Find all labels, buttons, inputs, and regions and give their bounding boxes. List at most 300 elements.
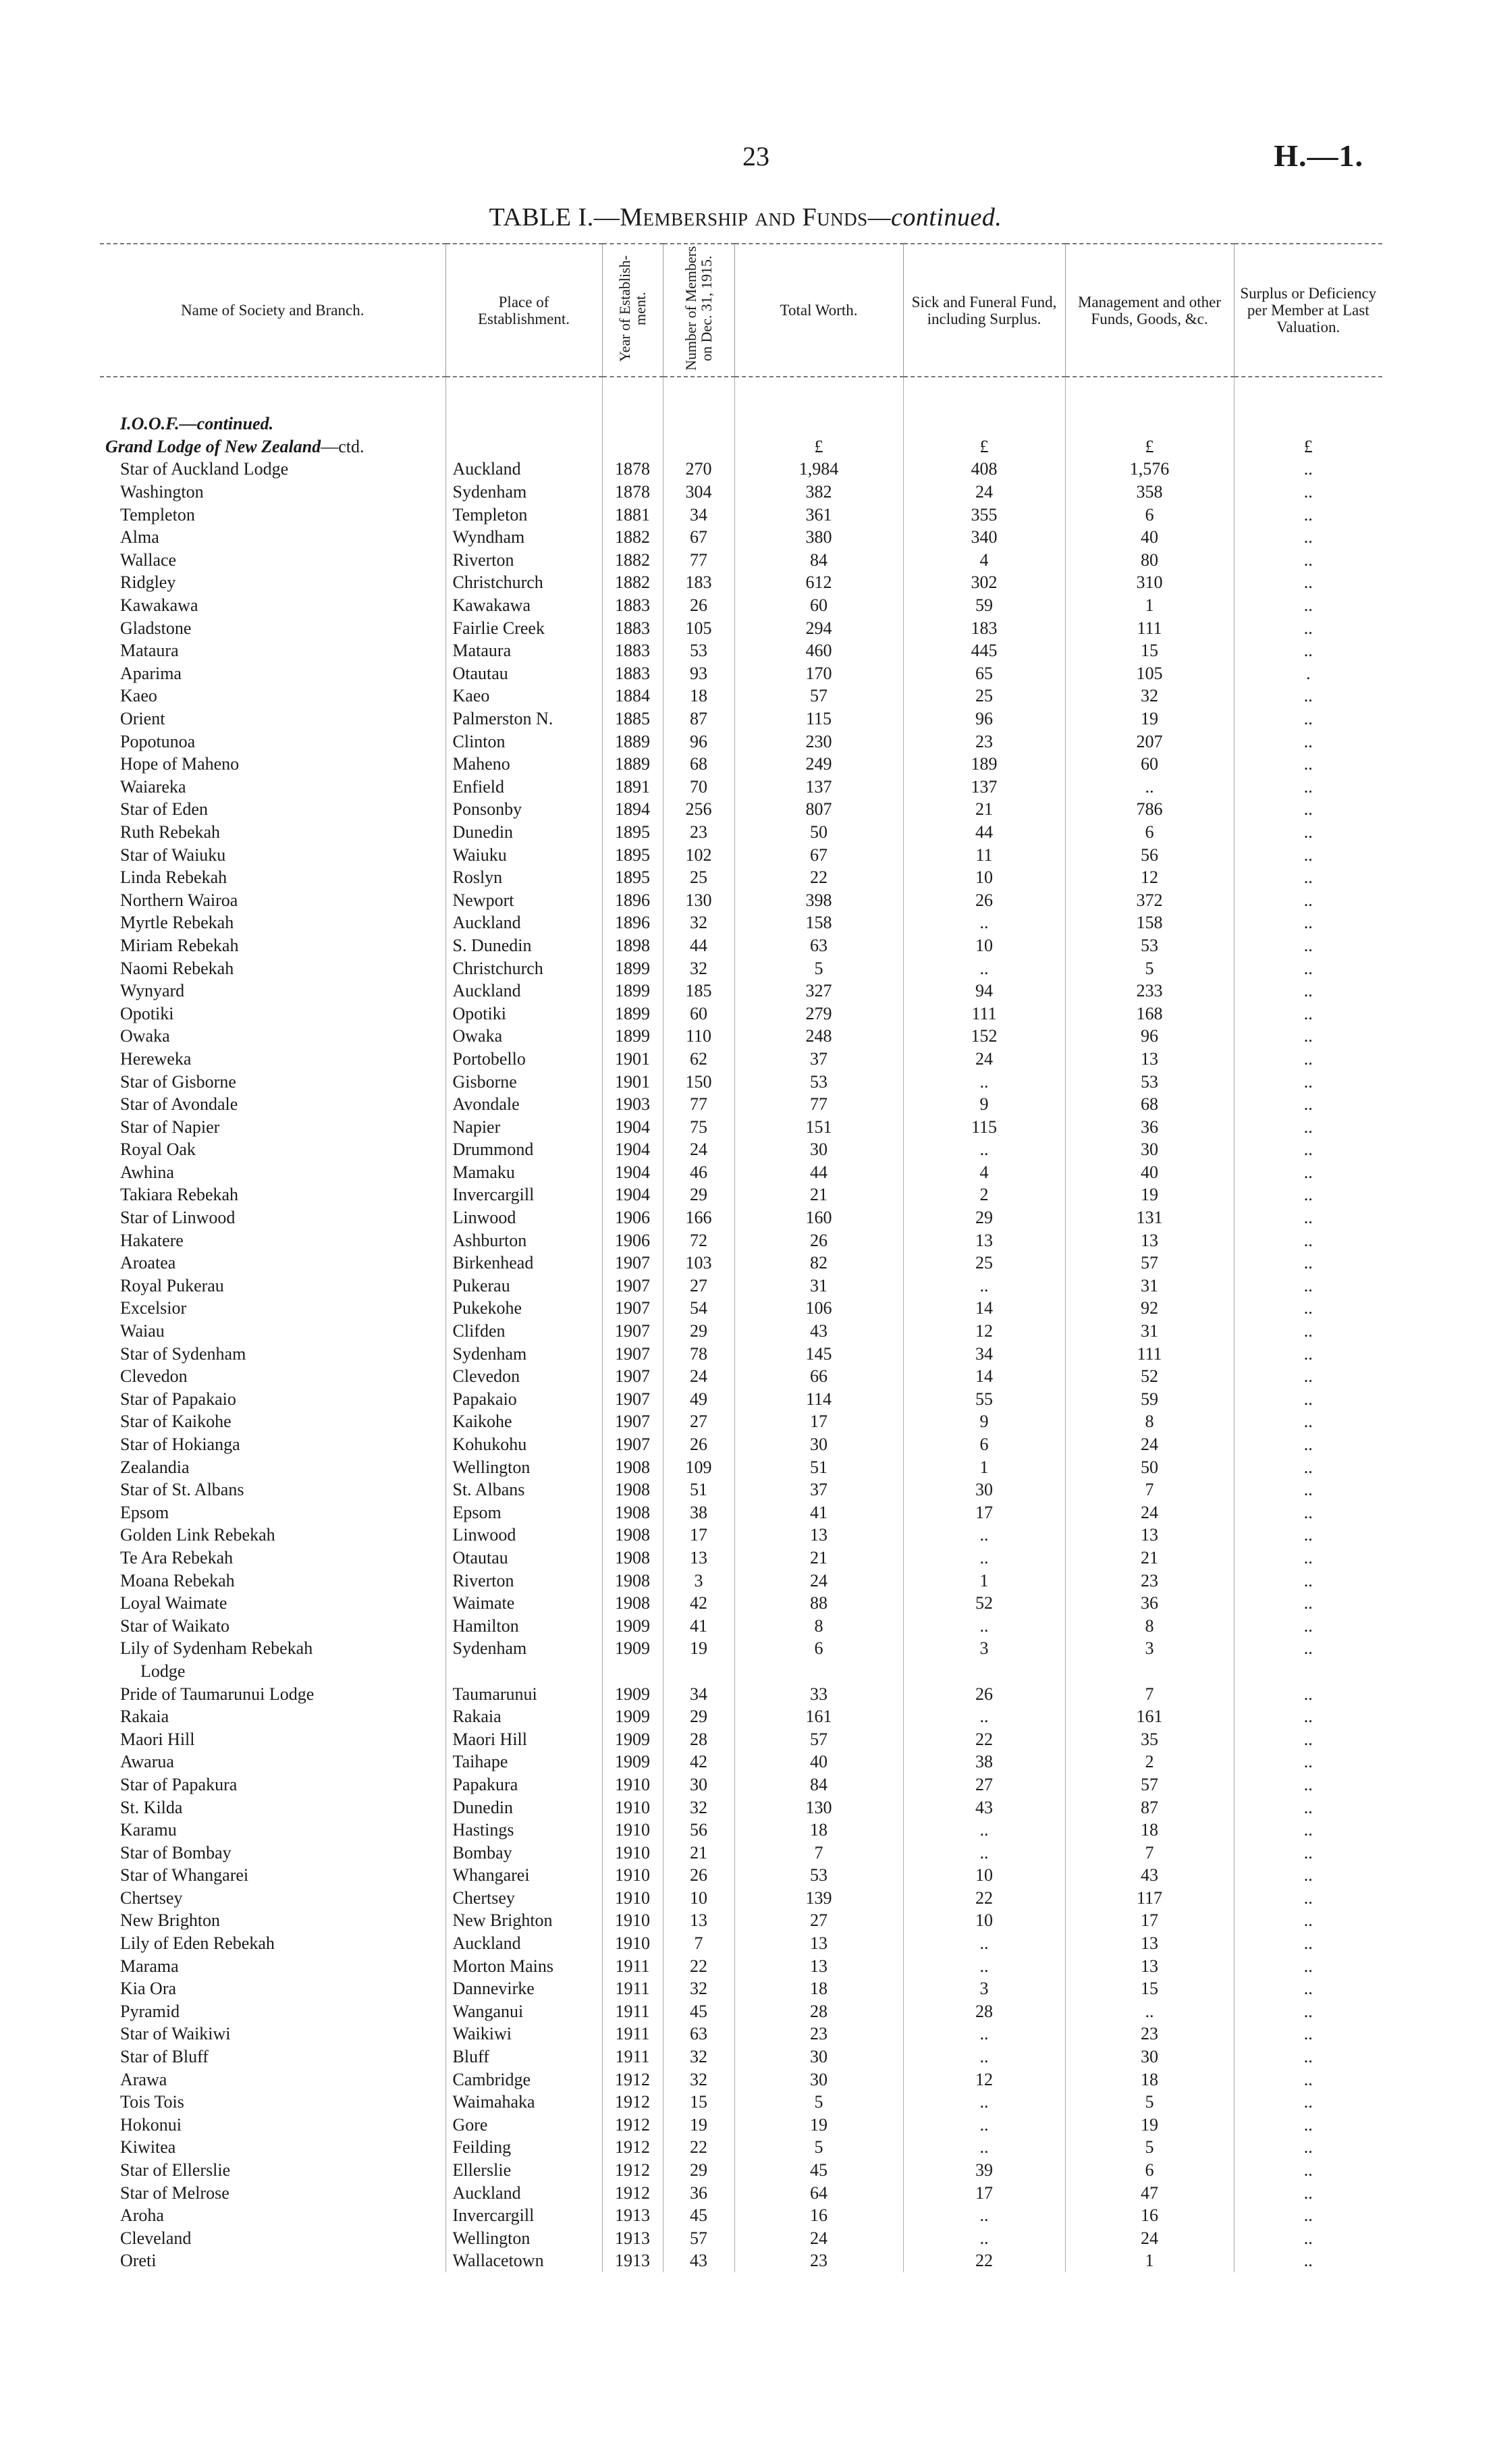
table-row [100,2227,1382,2250]
cell-place [445,1093,602,1116]
sick-value: .. [979,2228,989,2248]
cell-worth [734,798,903,821]
sick-value: 10 [975,935,993,955]
place-value: St. Albans [452,1480,525,1500]
cell-members [663,1954,734,1977]
cell-place [445,1773,602,1796]
cell-mgmt [1065,1093,1234,1116]
year-value: 1908 [615,1570,650,1590]
members-value: 54 [690,1298,707,1318]
cell-year [602,1864,663,1887]
table-row [100,980,1382,1002]
name-value: Chertsey [120,1887,183,1908]
cell-members [663,1252,734,1275]
cell-members [663,1569,734,1592]
cell-mgmt [1065,1275,1234,1297]
cell-mgmt [1065,1614,1234,1637]
cell-sick [903,1569,1065,1592]
surplus-value: .. [1303,1615,1313,1636]
mgmt-value: 372 [1136,890,1163,910]
surplus-value: .. [1303,2069,1313,2089]
cell-year [602,2000,663,2023]
cell-place [445,957,602,980]
document-reference: H.—1. [1274,138,1363,173]
sick-value: .. [979,1547,989,1568]
members-value: 34 [690,1684,707,1704]
place-value: Wellington [452,1457,531,1477]
name-value: Wallace [120,550,177,570]
cell-surplus [1234,1977,1382,2000]
cell-worth [734,2091,903,2114]
mgmt-value: 23 [1141,1570,1158,1590]
sick-value: .. [979,1275,989,1295]
place-value: Clevedon [452,1366,520,1387]
surplus-value: .. [1303,595,1313,616]
members-value: 183 [685,572,712,593]
year-value: 1907 [615,1321,650,1341]
mgmt-value: 13 [1141,1525,1158,1545]
mgmt-value: 111 [1137,1343,1162,1364]
mgmt-value: 105 [1136,663,1163,683]
cell-worth [734,1455,903,1478]
cell-surplus [1234,821,1382,844]
cell-sick [903,1002,1065,1025]
year-value: 1908 [615,1480,650,1500]
cell-place [445,1025,602,1048]
cell-members [663,730,734,753]
cell-mgmt [1065,1932,1234,1955]
table-row [100,1841,1382,1864]
cell-place [445,707,602,730]
cell-worth [734,1773,903,1796]
year-value: 1907 [615,1253,650,1273]
cell-name [100,594,445,617]
cell-place [445,1320,602,1343]
cell-name [100,2227,445,2250]
surplus-value: .. [1303,1684,1313,1704]
worth-value: 23 [810,2251,828,2271]
year-value: 1910 [615,1842,650,1863]
year-value: 1883 [615,641,650,661]
cell-worth [734,1819,903,1842]
surplus-value: .. [1303,913,1313,933]
cell-mgmt [1065,2204,1234,2227]
cell-mgmt [1065,503,1234,526]
cell-members [663,866,734,889]
members-value: 26 [690,595,707,616]
worth-value: 44 [810,1162,828,1182]
name-value: Hope of Maheno [120,754,240,774]
place-value: Hastings [452,1820,514,1840]
cell-mgmt [1065,1410,1234,1433]
surplus-value: . [1306,663,1311,683]
members-value: 24 [690,1366,707,1387]
name-value: Star of Whangarei [120,1865,249,1885]
members-value: 67 [690,527,707,547]
cell-name [100,1093,445,1116]
surplus-value: .. [1303,2047,1313,2067]
cell-sick [903,685,1065,707]
cell-members [663,2136,734,2159]
table-row [100,1524,1382,1547]
cell-members [663,798,734,821]
cell-year [602,2114,663,2137]
cell-worth [734,662,903,685]
cell-name [100,2023,445,2045]
cell-worth [734,1796,903,1819]
cell-mgmt [1065,2068,1234,2091]
cell-year [602,616,663,639]
cell-members [663,980,734,1002]
place-value: Wanganui [452,2001,524,2021]
cell-year [602,1455,663,1478]
cell-name [100,957,445,980]
year-value: 1894 [615,799,650,820]
year-value: 1907 [615,1298,650,1318]
place-value: Otautau [452,1547,508,1568]
cell-place [445,888,602,911]
year-value: 1911 [615,1956,650,1976]
cell-worth [734,911,903,934]
worth-value: 63 [810,935,828,955]
place-value: Sydenham [452,1638,527,1659]
year-value: 1895 [615,845,650,865]
cell-year [602,888,663,911]
mgmt-value: 7 [1145,1842,1154,1863]
place-value: Morton Mains [452,1956,553,1976]
worth-value: 57 [810,1729,828,1749]
cell-year [602,1183,663,1206]
cell-year [602,2181,663,2204]
year-value: 1912 [615,2069,650,2089]
cell-members [663,776,734,799]
sick-value: 445 [971,641,998,661]
worth-value: 41 [810,1502,828,1522]
sick-value: 340 [971,527,998,547]
table-row [100,1864,1382,1887]
cell-mgmt [1065,1864,1234,1887]
members-value: 166 [685,1208,712,1228]
surplus-value: .. [1303,1094,1313,1115]
cell-sick [903,821,1065,844]
cell-year [602,2023,663,2045]
cell-worth [734,2045,903,2068]
table-row [100,1660,1382,1683]
place-value: Wellington [452,2228,531,2248]
cell-worth [734,1614,903,1637]
cell-sick [903,911,1065,934]
cell-worth [734,776,903,799]
cell-surplus [1234,1252,1382,1275]
members-value: 51 [690,1480,707,1500]
cell-members [663,1705,734,1728]
sick-value: 3 [979,1638,989,1659]
year-value: 1909 [615,1615,650,1636]
year-value: 1909 [615,1752,650,1772]
place-value: Enfield [452,776,505,797]
cell-surplus [1234,1388,1382,1411]
cell-worth [734,1909,903,1932]
cell-mgmt [1065,1501,1234,1524]
year-value: 1907 [615,1343,650,1364]
cell-worth [734,1501,903,1524]
sick-value: 28 [975,2001,993,2021]
name-value: Lily of Sydenham Rebekah [120,1638,313,1659]
surplus-value: .. [1303,2137,1313,2158]
surplus-value: .. [1303,1956,1313,1976]
members-value: 13 [690,1910,707,1931]
name-value: Star of Waikiwi [120,2024,231,2044]
members-value: 45 [690,2001,707,2021]
mgmt-value: 3 [1145,1638,1154,1659]
cell-surplus [1234,571,1382,594]
place-value: Kawakawa [452,595,531,616]
cell-worth [734,1864,903,1887]
members-value: 32 [690,2069,707,2089]
surplus-value: .. [1303,2092,1313,2112]
worth-value: 5 [814,2092,823,2112]
cell-place [445,2023,602,2045]
cell-surplus [1234,888,1382,911]
cell-name [100,1750,445,1773]
cell-surplus [1234,2114,1382,2137]
cell-place [445,1932,602,1955]
mgmt-value: 207 [1136,731,1163,751]
members-value: 10 [690,1887,707,1908]
cell-members [663,843,734,866]
cell-year [602,753,663,776]
place-value: Kaikohe [452,1412,512,1432]
members-value: 49 [690,1389,707,1409]
cell-place [445,1660,602,1683]
cell-name [100,888,445,911]
place-value: New Brighton [452,1910,553,1931]
worth-value: 18 [810,1820,828,1840]
cell-surplus [1234,1660,1382,1683]
sick-value: 38 [975,1752,993,1772]
cell-year [602,549,663,572]
sick-value: 65 [975,663,993,683]
cell-worth [734,1478,903,1501]
cell-year [602,1320,663,1343]
surplus-value: .. [1303,482,1313,502]
table-row [100,616,1382,639]
members-value: 150 [685,1071,712,1092]
cell-name [100,911,445,934]
surplus-value: .. [1303,799,1313,820]
table-row [100,1932,1382,1955]
cell-mgmt [1065,957,1234,980]
cell-surplus [1234,2181,1382,2204]
surplus-value: .. [1303,550,1313,570]
cell-surplus [1234,2159,1382,2182]
name-value: Opotiki [120,1003,174,1023]
surplus-value: .. [1303,1321,1313,1341]
mgmt-value: 18 [1141,1820,1158,1840]
table-row [100,2136,1382,2159]
table-row [100,2068,1382,2091]
cell-sick [903,1614,1065,1637]
year-value: 1912 [615,2092,650,2112]
members-value: 46 [690,1162,707,1182]
place-value: Waimate [452,1593,515,1613]
table-row [100,1161,1382,1184]
name-value: Kiwitea [120,2137,176,2158]
mgmt-value: 158 [1136,913,1163,933]
currency-surplus: £ [1234,435,1382,458]
members-value: 304 [685,482,712,502]
cell-name [100,1682,445,1705]
year-value: 1908 [615,1547,650,1568]
cell-place [445,1569,602,1592]
cell-surplus [1234,1501,1382,1524]
year-value: 1909 [615,1729,650,1749]
mgmt-value: 15 [1141,1979,1158,1999]
cell-year [602,1682,663,1705]
members-value: 32 [690,913,707,933]
surplus-value: .. [1303,1887,1313,1908]
cell-members [663,888,734,911]
place-value: Roslyn [452,867,503,888]
cell-mgmt [1065,2114,1234,2137]
cell-mgmt [1065,1728,1234,1750]
membership-funds-table [100,243,1382,2272]
mgmt-value: 32 [1141,686,1158,706]
table-row [100,1750,1382,1773]
cell-surplus [1234,1478,1382,1501]
year-value: 1908 [615,1502,650,1522]
name-value: Miriam Rebekah [120,935,239,955]
place-value: Riverton [452,1570,514,1590]
cell-place [445,1342,602,1365]
cell-name [100,1660,445,1683]
table-row [100,1410,1382,1433]
year-value: 1908 [615,1593,650,1613]
worth-value: 33 [810,1684,828,1704]
cell-name [100,1796,445,1819]
cell-mgmt [1065,798,1234,821]
name-value: Star of Auckland Lodge [120,459,289,479]
cell-year [602,1093,663,1116]
cell-year [602,1342,663,1365]
surplus-value: .. [1303,572,1313,593]
place-value: Hamilton [452,1615,519,1636]
worth-value: 807 [805,799,832,820]
cell-mgmt [1065,1320,1234,1343]
cell-year [602,1887,663,1910]
cell-worth [734,1161,903,1184]
cell-place [445,1365,602,1388]
sick-value: 21 [975,799,993,820]
mgmt-value: 18 [1141,2069,1158,2089]
cell-surplus [1234,1206,1382,1229]
cell-sick [903,1297,1065,1320]
members-value: 7 [694,1933,703,1954]
place-value: Portobello [452,1048,526,1069]
members-value: 41 [690,1615,707,1636]
cell-worth [734,1637,903,1660]
year-value: 1913 [615,2251,650,2271]
cell-year [602,1478,663,1501]
header-surplus: Surplus or Deficiency per Member at Last Valuation. [1234,244,1382,377]
cell-mgmt [1065,1252,1234,1275]
cell-sick [903,571,1065,594]
mgmt-value: 786 [1136,799,1163,820]
cell-year [602,1728,663,1750]
members-value: 28 [690,1729,707,1749]
worth-value: 13 [810,1956,828,1976]
cell-members [663,1501,734,1524]
cell-worth [734,2136,903,2159]
table-row [100,888,1382,911]
sick-value: 23 [975,731,993,751]
cell-mgmt [1065,2227,1234,2250]
column-header-row [100,244,1382,377]
cell-sick [903,1547,1065,1570]
cell-mgmt [1065,1478,1234,1501]
cell-mgmt [1065,1115,1234,1138]
cell-surplus [1234,481,1382,504]
cell-worth [734,1433,903,1456]
cell-name [100,1002,445,1025]
year-value: 1891 [615,776,650,797]
year-value: 1911 [615,1979,650,1999]
cell-sick [903,1070,1065,1093]
cell-name [100,1705,445,1728]
table-row [100,753,1382,776]
cell-place [445,1138,602,1161]
cell-members [663,2091,734,2114]
table-row [100,1455,1382,1478]
name-value: Star of Kaikohe [120,1412,232,1432]
cell-name [100,1183,445,1206]
cell-place [445,2249,602,2272]
cell-year [602,526,663,549]
cell-mgmt [1065,2023,1234,2045]
cell-mgmt [1065,1138,1234,1161]
name-value: Star of Avondale [120,1094,238,1115]
table-row [100,776,1382,799]
members-value: 23 [690,822,707,842]
cell-worth [734,1977,903,2000]
cell-members [663,1977,734,2000]
cell-surplus [1234,1547,1382,1570]
mgmt-value: 35 [1141,1729,1158,1749]
header-worth: Total Worth. [734,244,903,377]
cell-surplus [1234,1569,1382,1592]
mgmt-value: 168 [1136,1003,1163,1023]
worth-value: 30 [810,1435,828,1455]
cell-sick [903,2249,1065,2272]
cell-year [602,503,663,526]
mgmt-value: 96 [1141,1026,1158,1046]
mgmt-value: 6 [1145,504,1154,525]
table-title-caps: Membership and Funds [620,203,868,232]
sick-value: 10 [975,1910,993,1931]
cell-surplus [1234,1954,1382,1977]
name-value: Templeton [120,504,195,525]
cell-surplus [1234,1433,1382,1456]
cell-year [602,980,663,1002]
cell-year [602,2227,663,2250]
cell-name [100,1841,445,1864]
cell-place [445,1478,602,1501]
cell-surplus [1234,2045,1382,2068]
members-value: 19 [690,1638,707,1659]
cell-sick [903,1660,1065,1683]
worth-value: 53 [810,1071,828,1092]
worth-value: 130 [805,1797,832,1817]
